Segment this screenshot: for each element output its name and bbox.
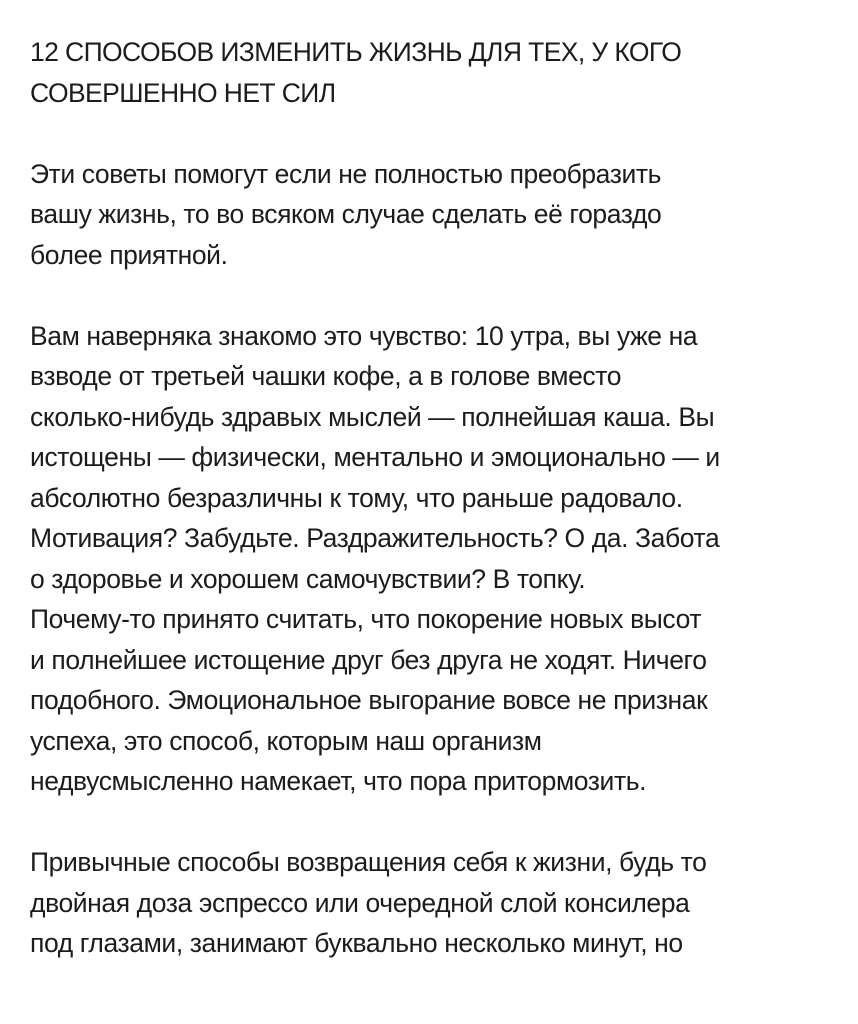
text-line: под глазами, занимают буквально несколько минут, но bbox=[30, 928, 683, 958]
text-line: Почему-то принято считать, что покорение новых высот bbox=[30, 604, 702, 634]
text-line: подобного. Эмоциональное выгорание вовсе не признак bbox=[30, 685, 708, 715]
text-line: более приятной. bbox=[30, 239, 228, 270]
article bbox=[30, 32, 850, 964]
paragraph-burnout bbox=[30, 316, 850, 802]
text-line: Эти советы помогут если не полностью преобразить bbox=[30, 158, 662, 189]
text-line: двойная доза эспрессо или очередной слой консилера bbox=[30, 887, 690, 918]
article-title bbox=[30, 32, 850, 113]
text-line: взводе от третьей чашки кофе, а в голове вместо bbox=[30, 361, 622, 391]
text-line: успеха, это способ, которым наш организм bbox=[30, 725, 542, 756]
text-line: Вам наверняка знакомо это чувство: 10 утра, вы уже на bbox=[30, 320, 698, 351]
text-line: сколько-нибудь здравых мыслей — полнейшая каша. Вы bbox=[30, 401, 715, 432]
text-line: о здоровье и хорошем самочувствии? В топку. bbox=[30, 563, 586, 594]
text-line: абсолютно безразличны к тому, что раньше радовало. bbox=[30, 482, 683, 513]
text-line: Мотивация? Забудьте. Раздражительность? О да. Забота bbox=[30, 523, 720, 553]
text-line: вашу жизнь, то во всяком случае сделать её гораздо bbox=[30, 199, 662, 229]
text-line: недвусмысленно намекает, что пора притормозить. bbox=[30, 766, 647, 796]
title-line: СОВЕРШЕННО НЕТ СИЛ bbox=[30, 77, 336, 108]
paragraph-habits bbox=[30, 842, 850, 964]
text-line: истощены — физически, ментально и эмоционально — и bbox=[30, 442, 720, 472]
text-line: и полнейшее истощение друг без друга не ходят. Ничего bbox=[30, 644, 707, 675]
paragraph-intro bbox=[30, 154, 850, 276]
text-line: Привычные способы возвращения себя к жизни, будь то bbox=[30, 847, 707, 877]
title-line: 12 СПОСОБОВ ИЗМЕНИТЬ ЖИЗНЬ ДЛЯ ТЕХ, У КОГО bbox=[30, 37, 682, 67]
